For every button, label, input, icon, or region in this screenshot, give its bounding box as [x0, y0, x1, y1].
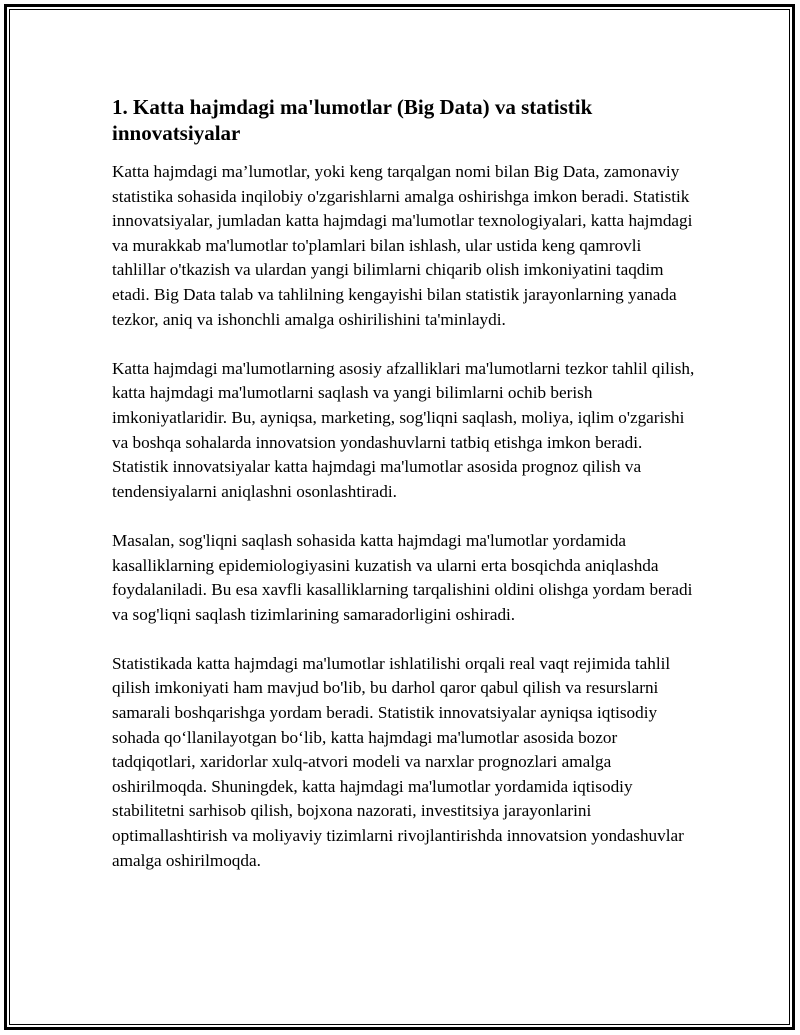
paragraph-1: Katta hajmdagi ma’lumotlar, yoki keng tarqalgan nomi bilan Big Data, zamonaviy statistika sohasida inqilobiy o'zgarishlarni amalga oshirishga imkon beradi. Statistik innovatsiyalar, jumladan katta hajmdagi ma'lumotlar texnologiyalari, katta hajmdagi va murakkab ma'lumotlar to'plamlari bilan ishlash, ular ustida keng qamrovli tahlillar o'tkazish va ulardan yangi bilimlarni chiqarib olish imkoniyatini taqdim etadi. Big Data talab va tahlilning kengayishi bilan statistik jarayonlarning yanada tezkor, aniq va ishonchli amalga oshirilishini ta'minlaydi.	[112, 162, 693, 329]
section-heading: 1. Katta hajmdagi ma'lumotlar (Big Data) va statistik innovatsiyalar	[112, 95, 593, 145]
paragraph-2: Katta hajmdagi ma'lumotlarning asosiy afzalliklari ma'lumotlarni tezkor tahlil qilish, katta hajmdagi ma'lumotlarni saqlash va yangi bilimlarni ochib berish imkoniyatlaridir. Bu, ayniqsa, marketing, sog'liqni saqlash, moliya, iqlim o'zgarishi va boshqa sohalarda innovatsion yondashuvlarni tatbiq etishga imkon beradi. Statistik innovatsiyalar katta hajmdagi ma'lumotlar asosida prognoz qilish va tendensiyalarni aniqlashni osonlashtiradi.	[112, 358, 695, 501]
document-body	[112, 94, 697, 898]
paragraph-3: Masalan, sog'liqni saqlash sohasida katta hajmdagi ma'lumotlar yordamida kasalliklarning epidemiologiyasini kuzatish va ularni erta bosqichda aniqlashda foydalaniladi. Bu esa xavfli kasalliklarning tarqalishini oldini olishga yordam beradi va sog'liqni saqlash tizimlarining samaradorligini oshiradi.	[112, 530, 693, 624]
paragraph-4: Statistikada katta hajmdagi ma'lumotlar ishlatilishi orqali real vaqt rejimida tahlil qilish imkoniyati ham mavjud bo'lib, bu darhol qaror qabul qilish va resurslarni samarali boshqarishga yordam beradi. Statistik innovatsiyalar ayniqsa iqtisodiy sohada qo‘llanilayotgan bo‘lib, katta hajmdagi ma'lumotlar asosida bozor tadqiqotlari, xaridorlar xulq-atvori modeli va narxlar prognozlari amalga oshirilmoqda. Shuningdek, katta hajmdagi ma'lumotlar yordamida iqtisodiy stabilitetni sarhisob qilish, bojxona nazorati, investitsiya jarayonlarini optimallashtirish va moliyaviy tizimlarni rivojlantirishda innovatsion yondashuvlar amalga oshirilmoqda.	[112, 653, 684, 870]
